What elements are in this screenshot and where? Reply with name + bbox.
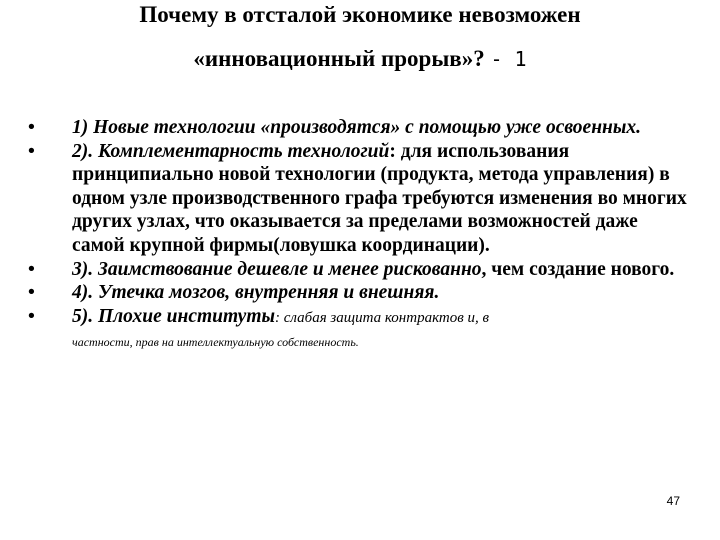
bullet-item-4 — [28, 281, 688, 305]
bullet-marker: • — [28, 304, 35, 327]
bullet-text: : слабая защита контрактов и, в — [275, 309, 490, 326]
bullet-list — [28, 116, 688, 350]
bullet-text: 4). Утечка мозгов, внутренняя и внешняя. — [72, 282, 440, 304]
slide-title-text: «инновационный прорыв»? — [193, 46, 491, 71]
bullet-lead: 5). Плохие институты — [72, 305, 276, 327]
bullet-marker: • — [28, 116, 35, 138]
bullet-lead: 2). Комплементарность технологий — [72, 140, 390, 162]
bullet-continuation: частности, прав на интеллектуальную собственность. — [72, 335, 359, 350]
slide-title-line-1: Почему в отсталой экономике невозможен — [139, 2, 581, 27]
bullet-item-3 — [28, 258, 688, 282]
slide-title-suffix: - 1 — [490, 47, 527, 71]
bullet-marker: • — [28, 139, 35, 162]
page-number: 47 — [666, 494, 680, 508]
bullet-text: 1) Новые технологии «производятся» с помощью уже освоенных. — [72, 117, 642, 138]
slide-title-line-2 — [40, 44, 680, 74]
bullet-item-2 — [28, 140, 688, 258]
bullet-item-1 — [28, 116, 688, 140]
bullet-marker: • — [28, 281, 35, 304]
bullet-text: : для использования принципиально новой технологии (продукта, метода управления) в одном узле производственного графа требуются изменения во многих других узлах, что оказывается за пределами возможностей даже самой крупной фирмы(ловушка координации). — [72, 140, 687, 256]
bullet-text: , чем создание нового. — [481, 258, 675, 280]
bullet-marker: • — [28, 257, 35, 280]
bullet-item-5 — [28, 305, 688, 351]
bullet-lead: 3). Заимствование дешевле и менее рискованно — [72, 258, 482, 280]
